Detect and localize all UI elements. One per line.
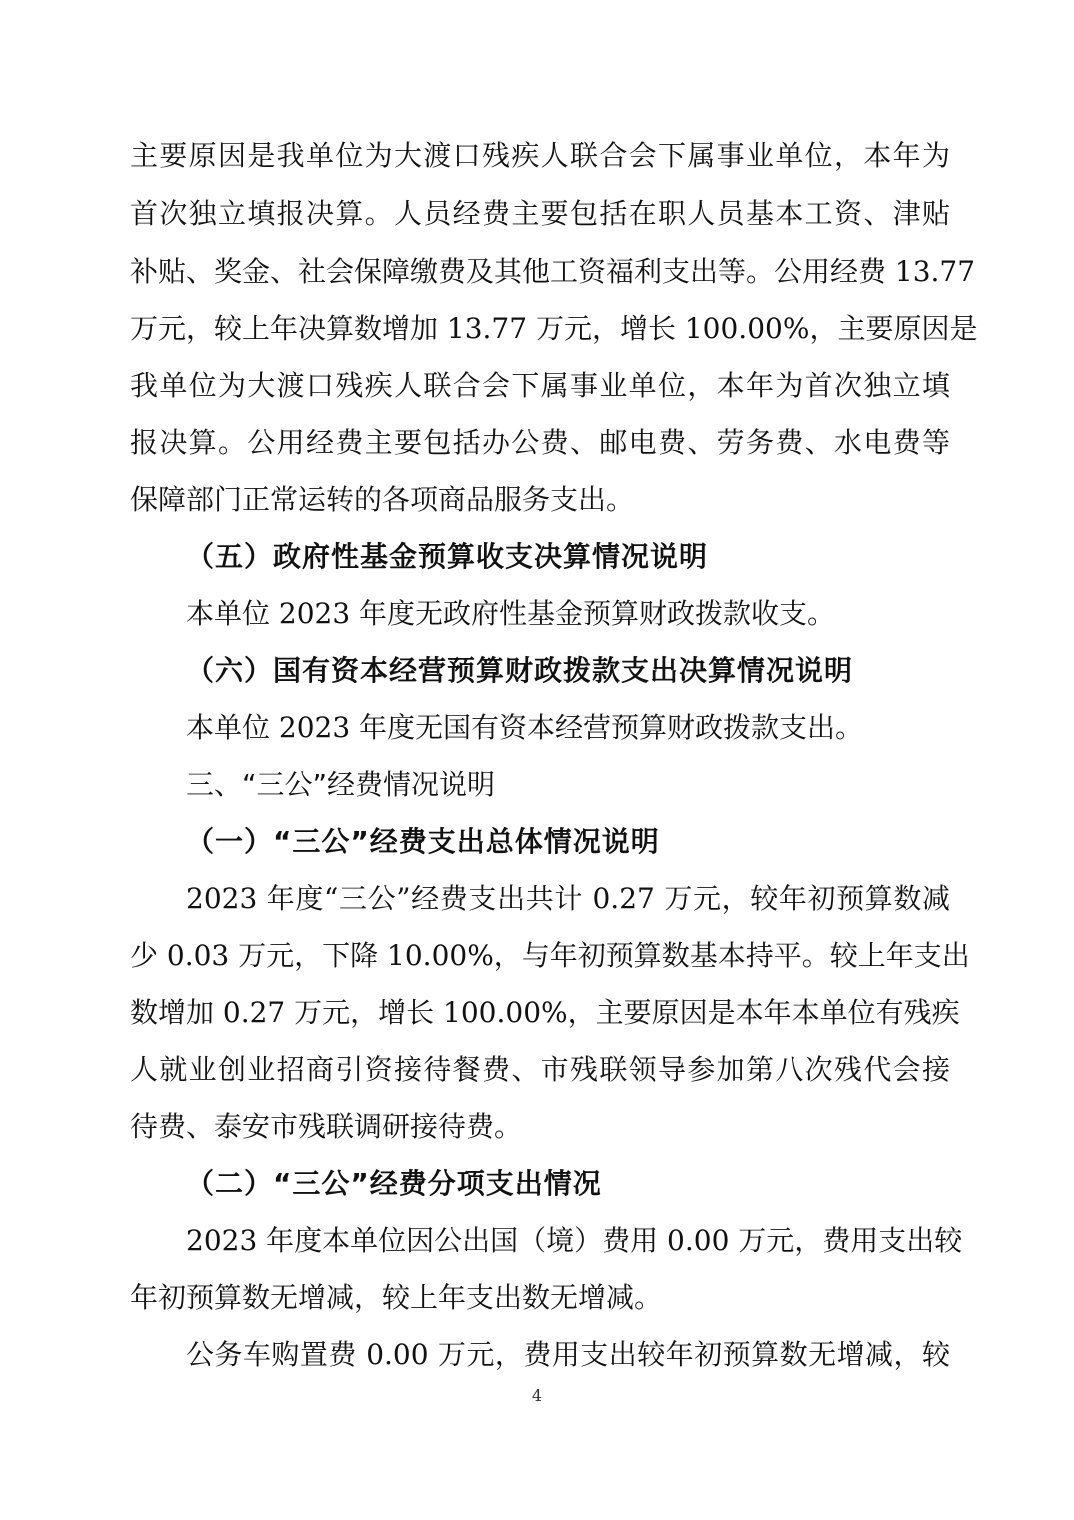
section-heading-6: （六）国有资本经营预算财政拨款支出决算情况说明: [186, 654, 854, 687]
body-text-line: 本单位 2023 年度无政府性基金预算财政拨款收支。: [186, 597, 836, 630]
body-text-line: 2023 年度“三公”经费支出共计 0.27 万元，较年初预算数减: [186, 882, 950, 915]
body-text-line: 本单位 2023 年度无国有资本经营预算财政拨款支出。: [186, 711, 864, 744]
body-text-line: 主要原因是我单位为大渡口残疾人联合会下属事业单位，本年为: [130, 139, 950, 172]
body-text-line: 万元，较上年决算数增加 13.77 万元，增长 100.00%，主要原因是: [130, 312, 978, 345]
body-text-line: 补贴、奖金、社会保障缴费及其他工资福利支出等。公用经费 13.77: [130, 255, 976, 288]
body-text-line: 首次独立填报决算。人员经费主要包括在职人员基本工资、津贴: [130, 197, 950, 230]
body-text-line: 数增加 0.27 万元，增长 100.00%，主要原因是本年本单位有残疾: [130, 996, 960, 1029]
chapter-heading-3: 三、“三公”经费情况说明: [186, 768, 496, 801]
body-text-line: 人就业创业招商引资接待餐费、市残联领导参加第八次残代会接: [130, 1053, 950, 1086]
body-text-line: 报决算。公用经费主要包括办公费、邮电费、劳务费、水电费等: [130, 426, 950, 459]
subsection-heading-2: （二）“三公”经费分项支出情况: [186, 1167, 602, 1200]
page-number: 4: [531, 1386, 543, 1405]
body-text-line: 公务车购置费 0.00 万元，费用支出较年初预算数无增减，较: [186, 1338, 950, 1371]
body-text-line: 我单位为大渡口残疾人联合会下属事业单位，本年为首次独立填: [130, 369, 950, 402]
body-text-line: 保障部门正常运转的各项商品服务支出。: [130, 483, 635, 516]
body-text-line: 2023 年度本单位因公出国（境）费用 0.00 万元，费用支出较: [186, 1224, 963, 1257]
subsection-heading-1: （一）“三公”经费支出总体情况说明: [186, 825, 660, 858]
section-heading-5: （五）政府性基金预算收支决算情况说明: [186, 540, 709, 573]
body-text-line: 待费、泰安市残联调研接待费。: [130, 1110, 523, 1143]
body-text-line: 年初预算数无增减，较上年支出数无增减。: [130, 1281, 663, 1314]
body-text-line: 少 0.03 万元，下降 10.00%，与年初预算数基本持平。较上年支出: [130, 939, 970, 972]
